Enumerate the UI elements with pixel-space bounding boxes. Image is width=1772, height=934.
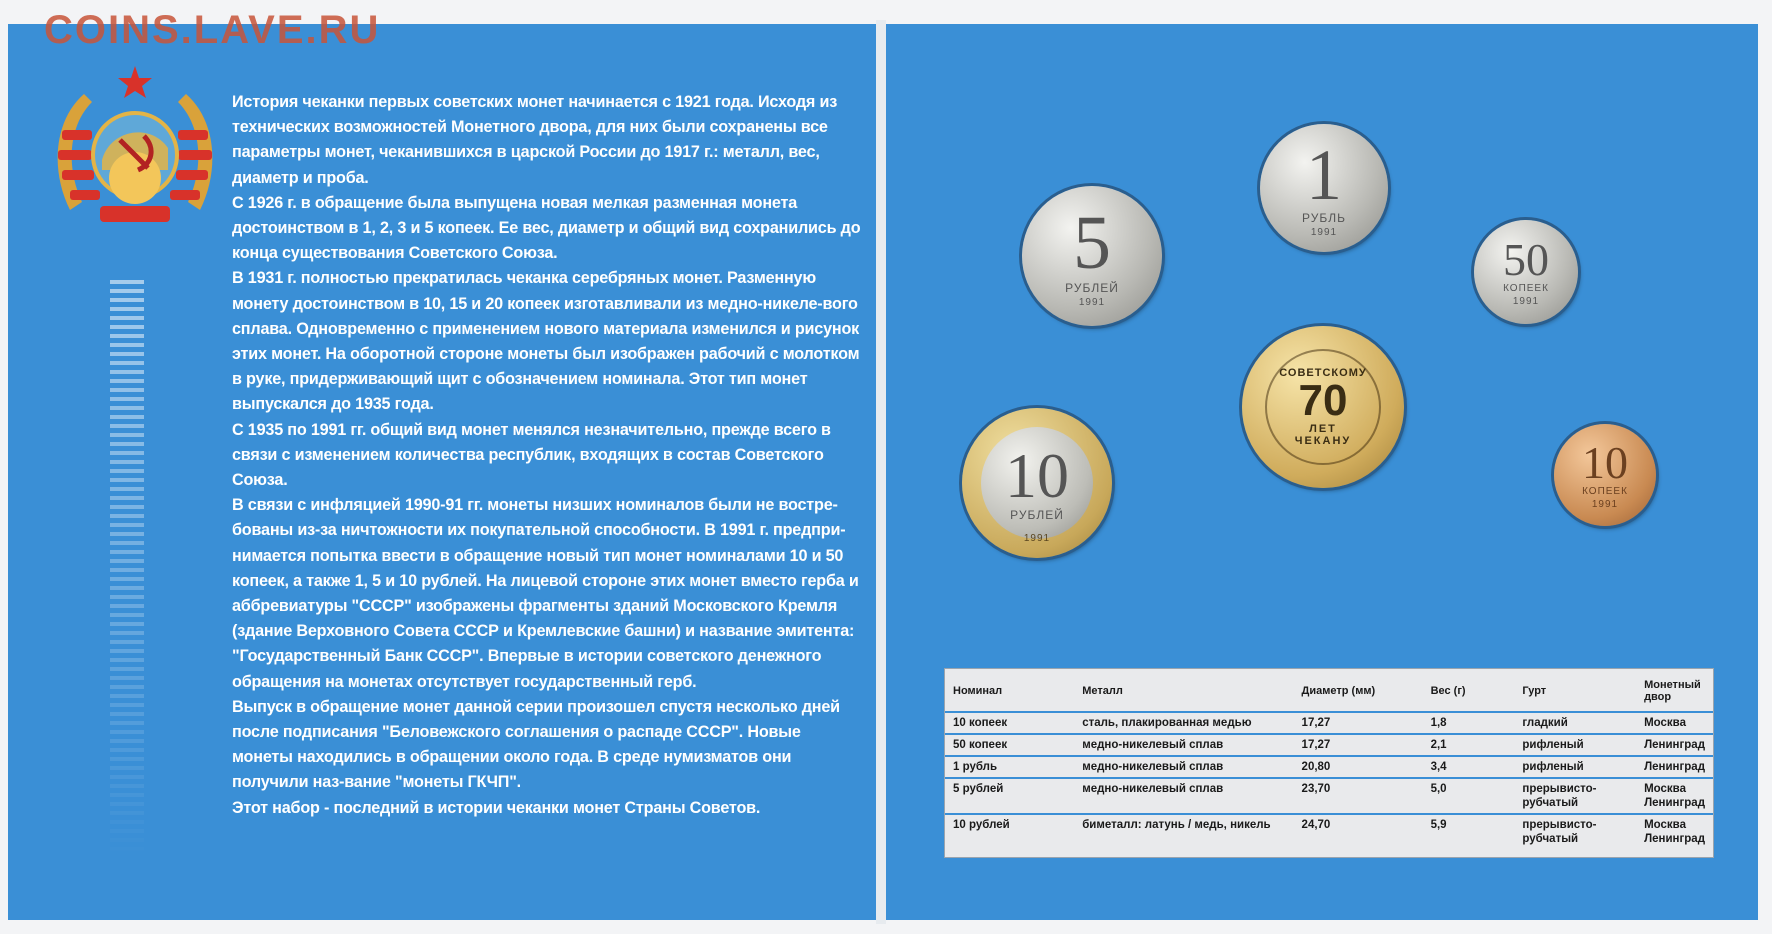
coin-5-rubles	[1022, 186, 1162, 326]
table-cell: прерывисто-рубчатый	[1514, 778, 1636, 814]
table-row	[945, 712, 1713, 734]
table-cell: Ленинград	[1636, 734, 1713, 756]
coin-unit: КОПЕЕК	[1582, 486, 1628, 497]
coin-denomination: 10	[1582, 437, 1628, 488]
column-header: Диаметр (мм)	[1294, 669, 1423, 712]
coin-denomination: 10	[1005, 440, 1069, 511]
coin-year: 1991	[1078, 296, 1106, 308]
table-cell: 5 рублей	[945, 778, 1074, 814]
table-cell: Москва Ленинград	[1644, 819, 1705, 845]
table-cell: гладкий	[1514, 712, 1636, 734]
history-paragraph: Выпуск в обращение монет данной серии произошел спустя несколько дней после подписания "Беловежского соглашения о распаде СССР". Новые монеты находились в обращении около года. В среде нумизматов они получили наз-вание "монеты ГКЧП".	[232, 697, 840, 792]
table-cell: 50 копеек	[945, 734, 1074, 756]
coin-50-kopecks	[1474, 220, 1578, 324]
token-mid-text: ЛЕТ	[1309, 423, 1337, 435]
table-cell: 17,27	[1294, 734, 1423, 756]
table-cell: медно-никелевый сплав	[1074, 778, 1293, 814]
coin-year: 1991	[1591, 499, 1619, 510]
coin-unit: КОПЕЕК	[1503, 283, 1549, 294]
table-cell: 5,0	[1423, 778, 1515, 814]
table-cell: 1,8	[1423, 712, 1515, 734]
coin-year: 1991	[1512, 296, 1540, 307]
history-paragraph: С 1935 по 1991 гг. общий вид монет менялся незначительно, прежде всего в связи с изменением количества республик, входящих в состав Советского Союза.	[232, 420, 831, 490]
coin-denomination: 50	[1503, 234, 1549, 285]
coin-center	[981, 427, 1093, 539]
coin-unit: РУБЛЕЙ	[1065, 280, 1119, 295]
coin-denomination: 1	[1306, 134, 1342, 215]
table-cell: 5,9	[1430, 819, 1447, 831]
coin-year: 1991	[1023, 533, 1051, 544]
ussr-emblem-icon	[40, 60, 230, 250]
table-cell: Москва Ленинград	[1636, 778, 1713, 814]
token-top-text: СОВЕТСКОМУ	[1279, 367, 1367, 379]
coin-unit: РУБЛЬ	[1302, 210, 1346, 225]
column-header: Вес (г)	[1423, 669, 1515, 712]
table-header-row	[945, 669, 1713, 712]
coin-70-years-token	[1242, 326, 1404, 488]
table-cell: 23,70	[1294, 778, 1423, 814]
table-cell: медно-никелевый сплав	[1074, 756, 1293, 778]
history-paragraph: В 1931 г. полностью прекратилась чеканка серебряных монет. Разменную монету достоинством в 10, 15 и 20 копеек изготавливали из медно-никеле-вого сплава. Одновременно с применением нового материала изменился и рисунок этих монет. На оборотной стороне монеты был изображен рабочий с молотком в руке, придерживающий щит с обозначением номинала. Этот тип монет выпускался до 1935 года.	[232, 269, 860, 414]
table-cell: 3,4	[1423, 756, 1515, 778]
watermark: COINS.LAVE.RU	[44, 8, 381, 52]
table-row	[945, 734, 1713, 756]
decorative-stripes	[110, 280, 144, 860]
token-center	[1265, 349, 1381, 465]
table-cell: 17,27	[1294, 712, 1423, 734]
history-paragraph: С 1926 г. в обращение была выпущена новая мелкая разменная монета достоинством в 1, 2, 3 и 5 копеек. Ее вес, диаметр и общий вид сохранились до конца существования Советского Союза.	[232, 193, 861, 263]
coin-year: 1991	[1310, 226, 1338, 238]
table-row	[945, 814, 1713, 849]
history-paragraph: В связи с инфляцией 1990-91 гг. монеты низших номиналов были не востре-бованы из-за ничтожности их покупательной способности. В 1991 г. предпри-нимается попытка ввести в обращение новый тип монет номиналами 10 и 50 копеек, а также 1, 5 и 10 рублей. На лицевой стороне этих монет вместо герба и аббревиатуры "СССР" изображены фрагменты зданий Московского Кремля (здание Верховного Совета СССР и Кремлевские башни) и название эмитента: "Государственный Банк СССР". Впервые в истории советского денежного обращения на монетах отсутствует государственный герб.	[232, 496, 859, 691]
table-cell: 20,80	[1294, 756, 1423, 778]
table-cell: рифленый	[1514, 734, 1636, 756]
table-row	[945, 778, 1713, 814]
token-number: 70	[1298, 376, 1348, 425]
table-cell: прерывисто-рубчатый	[1522, 819, 1597, 845]
table-cell: 10 рублей	[953, 819, 1010, 831]
table-cell: 2,1	[1423, 734, 1515, 756]
table-cell: 1 рубль	[945, 756, 1074, 778]
table-cell: сталь, плакированная медью	[1074, 712, 1293, 734]
table-row	[945, 756, 1713, 778]
coin-unit: РУБЛЕЙ	[1010, 508, 1064, 522]
column-header: Гурт	[1514, 669, 1636, 712]
history-paragraph: Этот набор - последний в истории чеканки монет Страны Советов.	[232, 798, 761, 817]
history-text	[232, 90, 862, 821]
coin-denomination: 5	[1073, 200, 1111, 285]
column-header: Номинал	[945, 669, 1074, 712]
token-bottom-text: ЧЕКАНУ	[1294, 435, 1352, 447]
table-cell: Ленинград	[1636, 756, 1713, 778]
table-cell: биметалл: латунь / медь, никель	[1082, 819, 1271, 831]
coin-specs-table	[944, 668, 1714, 858]
table-cell: 24,70	[1301, 819, 1331, 831]
coin-1-ruble	[1260, 124, 1388, 252]
column-header: Металл	[1074, 669, 1293, 712]
column-header: Монетный двор	[1636, 669, 1713, 712]
table-cell: Москва	[1636, 712, 1713, 734]
table-cell: 10 копеек	[945, 712, 1074, 734]
table-cell: рифленый	[1514, 756, 1636, 778]
coin-10-rubles	[962, 408, 1112, 558]
booklet-spine	[876, 20, 886, 924]
coin-10-kopecks	[1554, 424, 1656, 526]
history-paragraph: История чеканки первых советских монет начинается с 1921 года. Исходя из технических возможностей Монетного двора, для них были сохранены все параметры монет, чеканившихся в царской России до 1917 г.: металл, вес, диаметр и проба.	[232, 93, 838, 187]
table-cell: медно-никелевый сплав	[1074, 734, 1293, 756]
